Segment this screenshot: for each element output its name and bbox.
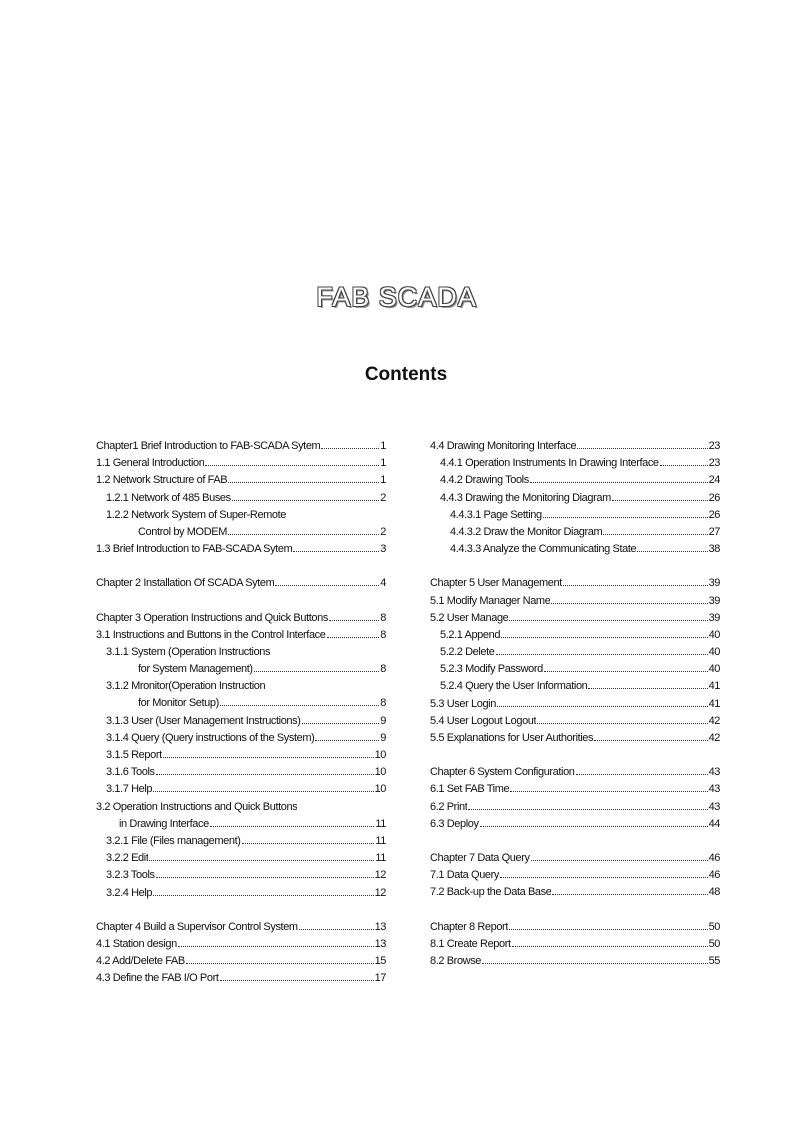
toc-dot-leader (544, 671, 708, 672)
toc-entry[interactable] (96, 816, 386, 833)
toc-entry-title: 4.4 Drawing Monitoring Interface (430, 440, 577, 452)
toc-entry-page: 11 (375, 817, 386, 830)
toc-entry-page: 40 (708, 628, 720, 641)
toc-entry-page: 9 (380, 714, 386, 727)
toc-dot-leader (232, 500, 380, 501)
toc-entry-title: 3.2.3 Tools (106, 869, 155, 882)
toc-entry-title: 4.4.3.2 Draw the Monitor Diagram (450, 525, 603, 538)
toc-entry[interactable] (430, 764, 720, 781)
toc-entry[interactable] (430, 713, 720, 730)
toc-dot-leader (205, 465, 379, 466)
toc-entry-page: 43 (708, 766, 720, 779)
toc-entry-title: 6.1 Set FAB Time (430, 783, 510, 796)
toc-entry-page: 46 (708, 851, 720, 864)
toc-entry-page: 48 (708, 886, 720, 899)
toc-dot-leader (637, 551, 707, 552)
toc-entry[interactable] (96, 455, 386, 472)
toc-entry-page: 43 (708, 783, 720, 796)
toc-left-column (96, 438, 386, 987)
toc-entry-page: 10 (374, 766, 386, 779)
toc-entry-page: 44 (708, 817, 720, 830)
toc-entry-page: 3 (380, 543, 386, 556)
toc-entry[interactable] (430, 867, 720, 884)
toc-entry-title: 5.1 Modify Manager Name (430, 594, 551, 607)
toc-entry-title: 8.2 Browse (430, 954, 482, 967)
toc-entry-title: 5.5 Explanations for User Authorities (430, 732, 594, 744)
toc-dot-leader (156, 877, 374, 878)
toc-dot-leader (275, 585, 379, 586)
toc-entry-page: 15 (374, 955, 386, 968)
toc-entry-page: 11 (375, 852, 386, 865)
toc-entry-title: 1.3 Brief Introduction to FAB-SCADA Sytem (96, 543, 293, 556)
toc-dot-leader (293, 551, 379, 552)
toc-entry-title: 4.4.2 Drawing Tools (440, 474, 529, 487)
toc-entry[interactable] (430, 696, 720, 713)
toc-entry-page: 10 (374, 783, 386, 796)
toc-dot-leader (186, 963, 374, 964)
toc-entry-title: 8.1 Create Report (430, 937, 511, 950)
toc-entry-page: 1 (380, 457, 386, 470)
toc-entry-title: 1.2.2 Network System of Super-Remote (106, 508, 287, 521)
toc-dot-leader (577, 448, 707, 449)
toc-entry-page: 11 (375, 834, 386, 847)
toc-entry-page: 50 (708, 937, 720, 950)
toc-dot-leader (228, 482, 379, 483)
toc-entry-page: 13 (374, 937, 386, 950)
toc-entry-title: 4.4.3 Drawing the Monitoring Diagram (440, 491, 611, 504)
toc-entry-page: 10 (374, 749, 386, 761)
toc-dot-leader (496, 654, 708, 655)
toc-entry-page: 26 (708, 508, 720, 521)
toc-entry-page: 55 (708, 954, 720, 967)
toc-entry-title: 3.2.1 File (Files management) (106, 834, 241, 847)
toc-entry[interactable] (96, 936, 386, 953)
toc-dot-leader (153, 895, 373, 896)
toc-entry-title: Chapter 3 Operation Instructions and Quick Buttons (96, 611, 328, 624)
toc-entry-page: 43 (708, 800, 720, 813)
toc-entry[interactable] (96, 610, 386, 627)
toc-entry-page: 40 (708, 646, 720, 659)
toc-entry[interactable] (430, 490, 720, 507)
toc-entry-title: 3.1.3 User (User Management Instructions) (106, 714, 301, 727)
toc-dot-leader (178, 946, 374, 947)
toc-entry-title: 4.2 Add/Delete FAB (96, 955, 185, 968)
toc-dot-leader (551, 603, 707, 604)
toc-entry-page: 50 (708, 920, 720, 933)
toc-entry[interactable] (96, 507, 386, 524)
toc-entry-page: 8 (380, 611, 386, 624)
toc-entry-page: 41 (708, 680, 720, 693)
toc-dot-leader (149, 860, 374, 861)
toc-entry[interactable] (430, 644, 720, 661)
toc-dot-leader (501, 637, 708, 638)
toc-entry-page: 23 (708, 440, 720, 452)
toc-entry[interactable] (96, 919, 386, 936)
toc-entry-title: 3.1 Instructions and Buttons in the Control Interface (96, 628, 326, 641)
toc-dot-leader (327, 637, 380, 638)
toc-entry[interactable] (96, 678, 386, 695)
toc-entry[interactable] (430, 507, 720, 524)
toc-entry[interactable] (96, 833, 386, 850)
toc-entry-title: 1.1 General Introduction (96, 457, 205, 470)
toc-dot-leader (594, 740, 707, 741)
toc-entry[interactable] (430, 524, 720, 541)
toc-dot-leader (220, 705, 379, 706)
toc-entry-title: Chapter 8 Report (430, 920, 508, 933)
toc-dot-leader (660, 465, 708, 466)
toc-entry[interactable] (96, 730, 386, 747)
toc-entry-page: 17 (374, 972, 386, 985)
toc-dot-leader (329, 620, 379, 621)
toc-entry-title: 5.2.1 Append (440, 628, 501, 641)
toc-entry-title: Control by MODEM (138, 525, 227, 538)
toc-entry-title: 5.4 User Logout Logout (430, 714, 537, 727)
toc-dot-leader (603, 534, 707, 535)
toc-entry[interactable] (96, 627, 386, 644)
toc-entry-title: 4.4.3.3 Analyze the Communicating State (450, 543, 637, 556)
toc-entry-page: 2 (380, 491, 386, 504)
toc-entry-title: 3.1.4 Query (Query instructions of the System) (106, 731, 315, 744)
toc-dot-leader (509, 620, 707, 621)
toc-entry[interactable] (430, 850, 720, 867)
toc-entry[interactable] (430, 575, 720, 592)
toc-dot-leader (321, 448, 379, 449)
toc-entry[interactable] (430, 953, 720, 970)
toc-dot-leader (156, 774, 374, 775)
toc-entry-title: 3.1.1 System (Operation Instructions (106, 645, 271, 658)
toc-entry[interactable] (430, 678, 720, 695)
toc-entry-title: 6.3 Deploy (430, 817, 479, 830)
toc-entry[interactable] (96, 747, 386, 764)
toc-entry-title: Chapter1 Brief Introduction to FAB-SCADA Sytem (96, 440, 321, 452)
toc-entry[interactable] (430, 610, 720, 627)
toc-entry[interactable] (96, 764, 386, 781)
toc-entry[interactable] (96, 541, 386, 558)
toc-dot-leader (254, 671, 380, 672)
toc-entry-page: 12 (374, 869, 386, 882)
toc-entry[interactable] (96, 524, 386, 541)
toc-entry-title: Chapter 4 Build a Supervisor Control System (96, 920, 298, 933)
toc-dot-leader (588, 688, 707, 689)
toc-entry-page: 1 (380, 474, 386, 487)
toc-dot-leader (500, 877, 708, 878)
toc-entry-title: 5.2.2 Delete (440, 646, 495, 659)
toc-entry[interactable] (96, 713, 386, 730)
toc-dot-leader (543, 517, 708, 518)
toc-entry-page: 40 (708, 663, 720, 676)
toc-entry-page: 42 (708, 714, 720, 727)
toc-entry-title: 5.2 User Manage (430, 611, 509, 624)
toc-dot-leader (315, 740, 379, 741)
toc-entry-title: 1.2 Network Structure of FAB (96, 474, 228, 487)
toc-entry-page: 39 (708, 611, 720, 624)
toc-entry-title: 3.1.7 Help (106, 783, 153, 796)
toc-entry-title: Chapter 5 User Management (430, 577, 562, 590)
toc-dot-leader (512, 946, 708, 947)
toc-entry-title: 3.1.5 Report (106, 749, 162, 761)
toc-entry-title: 4.3 Define the FAB I/O Port (96, 972, 219, 985)
toc-entry[interactable] (96, 644, 386, 661)
toc-entry[interactable] (96, 438, 386, 455)
toc-entry[interactable] (96, 695, 386, 712)
toc-entry-page: 24 (708, 474, 720, 487)
toc-dot-leader (228, 534, 379, 535)
toc-entry-title: 3.1.6 Tools (106, 766, 155, 779)
toc-entry-title: for Monitor Setup) (138, 697, 219, 710)
toc-dot-leader (468, 809, 707, 810)
toc-dot-leader (210, 826, 375, 827)
toc-dot-leader (612, 500, 708, 501)
toc-dot-leader (220, 980, 374, 981)
toc-entry-title: Chapter 6 System Configuration (430, 766, 575, 779)
toc-dot-leader (482, 963, 708, 964)
toc-dot-leader (299, 929, 374, 930)
toc-entry[interactable] (430, 438, 720, 455)
toc-entry[interactable] (430, 884, 720, 901)
toc-entry-title: 4.1 Station design (96, 937, 177, 950)
toc-entry-title: 5.3 User Login (430, 697, 496, 710)
toc-entry-page: 13 (374, 920, 386, 933)
toc-dot-leader (530, 482, 708, 483)
toc-entry-page: 41 (708, 697, 720, 710)
toc-dot-leader (480, 826, 708, 827)
toc-entry[interactable] (430, 936, 720, 953)
toc-entry[interactable] (430, 455, 720, 472)
toc-entry-title: 5.2.3 Modify Password (440, 663, 543, 676)
toc-entry[interactable] (96, 799, 386, 816)
toc-entry-title: 3.1.2 Mronitor(Operation Instruction (106, 680, 266, 693)
toc-entry-page: 12 (374, 886, 386, 899)
toc-entry[interactable] (96, 490, 386, 507)
toc-entry-page: 39 (708, 594, 720, 607)
toc-entry-page: 38 (708, 543, 720, 556)
toc-dot-leader (552, 894, 707, 895)
document-title: FAB SCADA (316, 282, 477, 312)
toc-entry[interactable] (430, 730, 720, 747)
toc-entry-page: 1 (380, 440, 386, 452)
toc-entry-title: Chapter 2 Installation Of SCADA Sytem (96, 577, 275, 590)
toc-right-column (430, 438, 720, 970)
toc-entry-title: 7.1 Data Query (430, 869, 499, 882)
toc-entry-page: 4 (380, 577, 386, 590)
toc-entry[interactable] (96, 850, 386, 867)
toc-entry[interactable] (96, 472, 386, 489)
toc-entry-page: 46 (708, 869, 720, 882)
toc-entry[interactable] (430, 781, 720, 798)
toc-entry-page: 23 (708, 457, 720, 470)
toc-entry[interactable] (430, 593, 720, 610)
toc-entry[interactable] (430, 627, 720, 644)
toc-dot-leader (302, 723, 380, 724)
toc-dot-leader (153, 791, 373, 792)
toc-entry[interactable] (96, 867, 386, 884)
toc-dot-leader (497, 706, 708, 707)
toc-entry-title: 3.2.4 Help (106, 886, 153, 899)
toc-entry-page: 8 (380, 697, 386, 710)
toc-entry[interactable] (430, 919, 720, 936)
toc-dot-leader (163, 757, 374, 758)
toc-dot-leader (509, 929, 708, 930)
toc-entry[interactable] (96, 575, 386, 592)
toc-entry[interactable] (96, 953, 386, 970)
toc-entry[interactable] (96, 885, 386, 902)
toc-entry-title: 3.2.2 Edit (106, 852, 149, 865)
toc-entry[interactable] (430, 799, 720, 816)
toc-entry-page: 26 (708, 491, 720, 504)
toc-entry[interactable] (430, 661, 720, 678)
toc-dot-leader (510, 791, 707, 792)
toc-entry-title: 4.4.3.1 Page Setting (450, 508, 542, 521)
toc-entry[interactable] (430, 541, 720, 558)
toc-entry-title: 1.2.1 Network of 485 Buses (106, 491, 231, 504)
toc-dot-leader (576, 774, 708, 775)
toc-entry-title: Chapter 7 Data Query (430, 851, 530, 864)
toc-entry-title: 3.2 Operation Instructions and Quick Buttons (96, 800, 298, 813)
toc-entry[interactable] (96, 781, 386, 798)
toc-entry-title: in Drawing Interface (119, 817, 209, 830)
toc-entry[interactable] (430, 816, 720, 833)
toc-entry-title: 7.2 Back-up the Data Base (430, 886, 552, 899)
toc-entry-page: 8 (380, 628, 386, 641)
toc-entry-title: for System Management) (138, 663, 253, 676)
toc-entry-page: 2 (380, 525, 386, 538)
toc-entry-page: 27 (708, 525, 720, 538)
toc-entry-page: 42 (708, 732, 720, 744)
contents-heading: Contents (364, 364, 448, 385)
toc-entry-title: 5.2.4 Query the User Information (440, 680, 588, 693)
toc-dot-leader (242, 843, 375, 844)
toc-dot-leader (563, 585, 708, 586)
toc-dot-leader (531, 860, 708, 861)
toc-entry-title: 4.4.1 Operation Instruments In Drawing Interface (440, 457, 659, 470)
toc-entry-page: 9 (380, 731, 386, 744)
toc-dot-leader (537, 723, 707, 724)
toc-entry-title: 6.2 Print (430, 800, 468, 813)
toc-entry[interactable] (430, 472, 720, 489)
toc-entry[interactable] (96, 970, 386, 987)
toc-entry-page: 39 (708, 577, 720, 590)
toc-entry-page: 8 (380, 663, 386, 676)
toc-entry[interactable] (96, 661, 386, 678)
